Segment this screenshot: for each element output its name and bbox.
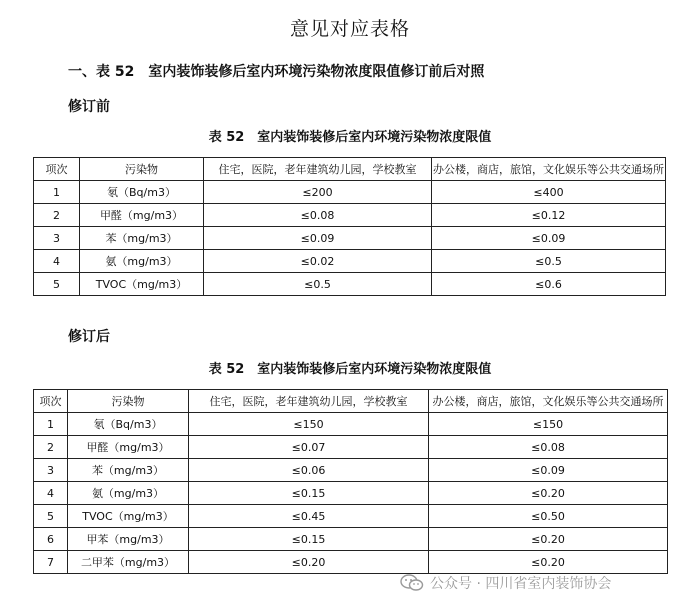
- before-label: 修订前: [68, 99, 110, 115]
- after-label: 修订后: [68, 329, 110, 345]
- table-cell: ≤0.50: [429, 505, 668, 528]
- table-cell: 4: [34, 482, 68, 505]
- table-cell: ≤0.45: [189, 505, 429, 528]
- table-cell: 苯（mg/m3）: [80, 227, 204, 250]
- table-cell: ≤0.06: [189, 459, 429, 482]
- table-row: [34, 273, 666, 296]
- table-cell: 4: [34, 250, 80, 273]
- watermark-text: 公众号 · 四川省室内装饰协会: [430, 576, 612, 592]
- before-table: [33, 157, 666, 296]
- table-cell: 二甲苯（mg/m3）: [68, 551, 189, 574]
- document-title: 意见对应表格: [289, 18, 410, 40]
- header-cell: 住宅，医院，老年建筑幼儿园，学校教室: [204, 158, 432, 181]
- table-cell: ≤0.07: [189, 436, 429, 459]
- table-row: [34, 250, 666, 273]
- table-cell: ≤0.5: [432, 250, 666, 273]
- table-cell: 甲醛（mg/m3）: [68, 436, 189, 459]
- watermark: [400, 572, 690, 594]
- table-cell: ≤0.20: [189, 551, 429, 574]
- table-cell: 苯（mg/m3）: [68, 459, 189, 482]
- table-row: [34, 204, 666, 227]
- table-cell: 3: [34, 459, 68, 482]
- before-table-caption: 表 52 室内装饰装修后室内环境污染物浓度限值: [208, 130, 492, 145]
- table-cell: ≤0.20: [429, 528, 668, 551]
- table-row: [34, 413, 668, 436]
- table-cell: ≤0.08: [204, 204, 432, 227]
- table-row: [34, 459, 668, 482]
- table-cell: 5: [34, 273, 80, 296]
- table-cell: 氨（mg/m3）: [80, 250, 204, 273]
- table-cell: ≤400: [432, 181, 666, 204]
- header-cell: 污染物: [80, 158, 204, 181]
- wechat-icon: [400, 574, 424, 592]
- table-cell: 2: [34, 204, 80, 227]
- table-cell: 甲醛（mg/m3）: [80, 204, 204, 227]
- table-cell: ≤0.5: [204, 273, 432, 296]
- table-cell: 3: [34, 227, 80, 250]
- table-cell: 1: [34, 181, 80, 204]
- header-cell: 办公楼，商店，旅馆，文化娱乐等公共交通场所: [432, 158, 666, 181]
- table-cell: ≤0.09: [429, 459, 668, 482]
- table-cell: ≤200: [204, 181, 432, 204]
- header-cell: 住宅，医院，老年建筑幼儿园，学校教室: [189, 390, 429, 413]
- table-row: [34, 528, 668, 551]
- table-cell: ≤150: [189, 413, 429, 436]
- table-cell: 氨（mg/m3）: [68, 482, 189, 505]
- table-row: [34, 227, 666, 250]
- table-cell: 5: [34, 505, 68, 528]
- header-cell: 办公楼，商店，旅馆，文化娱乐等公共交通场所: [429, 390, 668, 413]
- table-cell: ≤0.09: [432, 227, 666, 250]
- header-cell: 污染物: [68, 390, 189, 413]
- header-cell: 项次: [34, 390, 68, 413]
- table-cell: 甲苯（mg/m3）: [68, 528, 189, 551]
- table-row: [34, 551, 668, 574]
- table-cell: ≤0.15: [189, 528, 429, 551]
- table-row: [34, 181, 666, 204]
- table-cell: TVOC（mg/m3）: [68, 505, 189, 528]
- table-cell: 2: [34, 436, 68, 459]
- table-cell: ≤0.6: [432, 273, 666, 296]
- table-cell: ≤0.20: [429, 551, 668, 574]
- table-cell: 6: [34, 528, 68, 551]
- table-header-row: [34, 158, 666, 181]
- table-cell: 7: [34, 551, 68, 574]
- table-header-row: [34, 390, 668, 413]
- table-cell: ≤0.20: [429, 482, 668, 505]
- table-cell: ≤150: [429, 413, 668, 436]
- after-table-caption: 表 52 室内装饰装修后室内环境污染物浓度限值: [208, 362, 492, 377]
- table-row: [34, 505, 668, 528]
- table-cell: 1: [34, 413, 68, 436]
- table-cell: TVOC（mg/m3）: [80, 273, 204, 296]
- header-cell: 项次: [34, 158, 80, 181]
- table-cell: 氡（Bq/m3）: [80, 181, 204, 204]
- table-cell: ≤0.15: [189, 482, 429, 505]
- table-cell: ≤0.09: [204, 227, 432, 250]
- table-cell: ≤0.08: [429, 436, 668, 459]
- table-row: [34, 436, 668, 459]
- table-cell: ≤0.12: [432, 204, 666, 227]
- after-table: [33, 389, 668, 574]
- table-row: [34, 482, 668, 505]
- table-cell: 氡（Bq/m3）: [68, 413, 189, 436]
- table-cell: ≤0.02: [204, 250, 432, 273]
- section-heading: 一、表 52 室内装饰装修后室内环境污染物浓度限值修订前后对照: [68, 64, 485, 80]
